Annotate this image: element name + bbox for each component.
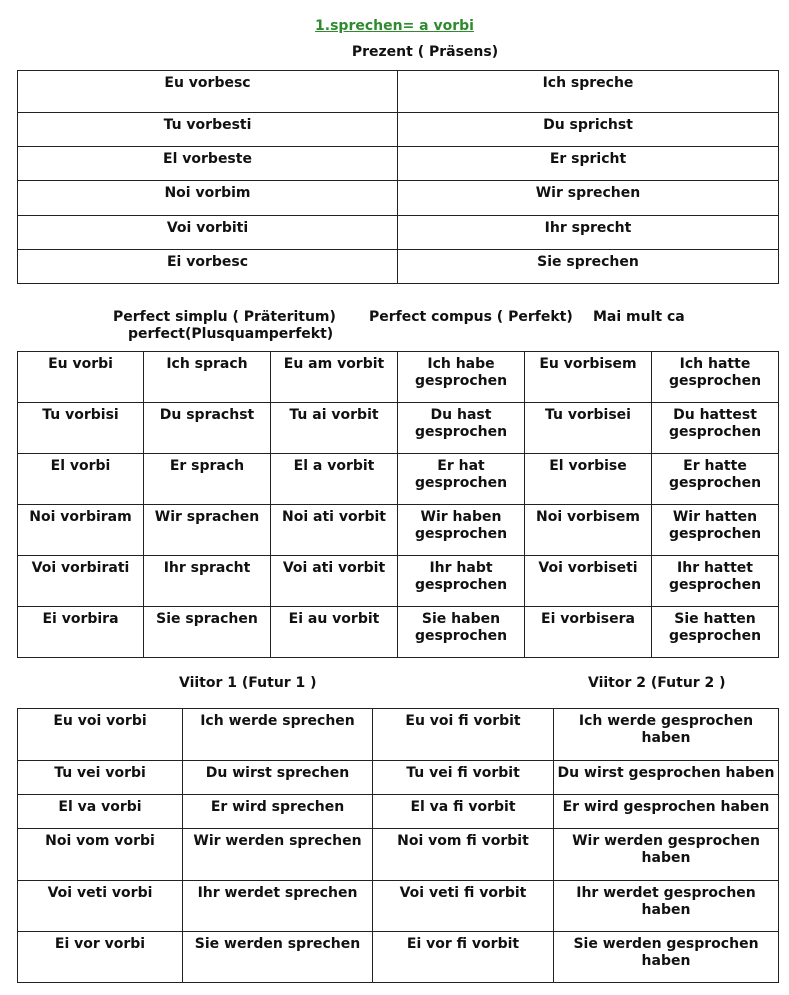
past-cell: Ich hatte gesprochen	[652, 352, 779, 403]
page-title: 1.sprechen= a vorbi	[315, 18, 474, 34]
past-cell: Eu vorbi	[18, 352, 144, 403]
future-row	[18, 881, 779, 932]
future-cell: Noi vom vorbi	[18, 829, 183, 881]
future-cell: Wir werden gesprochen haben	[554, 829, 779, 881]
past-cell: Ei au vorbit	[271, 607, 398, 658]
future-cell: Tu vei vorbi	[18, 761, 183, 795]
prezent-cell: Er spricht	[398, 147, 779, 181]
future-cell: El va fi vorbit	[373, 795, 554, 829]
future-cell: Sie werden sprechen	[183, 932, 373, 983]
future-cell: Ihr werdet gesprochen haben	[554, 881, 779, 932]
past-cell: Sie haben gesprochen	[398, 607, 525, 658]
prezent-cell: Noi vorbim	[18, 181, 398, 216]
viitor-2-heading: Viitor 2 (Futur 2 )	[588, 675, 726, 691]
past-row	[18, 454, 779, 505]
past-cell: Eu am vorbit	[271, 352, 398, 403]
past-row	[18, 352, 779, 403]
past-cell: Tu vorbisi	[18, 403, 144, 454]
prezent-row	[18, 250, 779, 284]
future-cell: Ihr werdet sprechen	[183, 881, 373, 932]
future-cell: Ei vor vorbi	[18, 932, 183, 983]
past-row	[18, 505, 779, 556]
past-cell: Voi vorbirati	[18, 556, 144, 607]
mai-mult-ca-heading: Mai mult ca	[593, 309, 685, 325]
prezent-cell: Tu vorbesti	[18, 113, 398, 147]
past-cell: Wir sprachen	[144, 505, 271, 556]
past-cell: El vorbise	[525, 454, 652, 505]
past-cell: Ei vorbira	[18, 607, 144, 658]
past-cell: Ich habe gesprochen	[398, 352, 525, 403]
future-cell: Sie werden gesprochen haben	[554, 932, 779, 983]
past-cell: Voi ati vorbit	[271, 556, 398, 607]
past-cell: Noi vorbiram	[18, 505, 144, 556]
future-cell: Ei vor fi vorbit	[373, 932, 554, 983]
prezent-cell: Wir sprechen	[398, 181, 779, 216]
past-row	[18, 607, 779, 658]
future-row	[18, 761, 779, 795]
past-cell: Noi ati vorbit	[271, 505, 398, 556]
future-row	[18, 795, 779, 829]
future-row	[18, 932, 779, 983]
prezent-row	[18, 181, 779, 216]
prezent-row	[18, 147, 779, 181]
prezent-cell: Du sprichst	[398, 113, 779, 147]
future-tenses-table	[17, 708, 779, 983]
prezent-table	[17, 70, 779, 284]
viitor-1-heading: Viitor 1 (Futur 1 )	[179, 675, 317, 691]
future-row	[18, 829, 779, 881]
future-cell: Voi veti fi vorbit	[373, 881, 554, 932]
future-cell: Voi veti vorbi	[18, 881, 183, 932]
past-cell: El a vorbit	[271, 454, 398, 505]
prezent-row	[18, 71, 779, 113]
past-cell: Ihr habt gesprochen	[398, 556, 525, 607]
past-cell: Du hast gesprochen	[398, 403, 525, 454]
past-cell: Er hat gesprochen	[398, 454, 525, 505]
prezent-row	[18, 113, 779, 147]
past-cell: Tu ai vorbit	[271, 403, 398, 454]
future-cell: El va vorbi	[18, 795, 183, 829]
past-row	[18, 403, 779, 454]
past-cell: Wir haben gesprochen	[398, 505, 525, 556]
future-cell: Ich werde gesprochen haben	[554, 709, 779, 761]
past-cell: Ihr spracht	[144, 556, 271, 607]
prezent-cell: El vorbeste	[18, 147, 398, 181]
past-cell: Noi vorbisem	[525, 505, 652, 556]
future-cell: Er wird sprechen	[183, 795, 373, 829]
past-cell: Du sprachst	[144, 403, 271, 454]
prezent-cell: Eu vorbesc	[18, 71, 398, 113]
prezent-cell: Ich spreche	[398, 71, 779, 113]
past-cell: Voi vorbiseti	[525, 556, 652, 607]
future-cell: Noi vom fi vorbit	[373, 829, 554, 881]
past-cell: Er hatte gesprochen	[652, 454, 779, 505]
perfect-simplu-heading: Perfect simplu ( Präteritum)	[113, 309, 336, 325]
past-cell: Ei vorbisera	[525, 607, 652, 658]
prezent-cell: Sie sprechen	[398, 250, 779, 284]
past-cell: Du hattest gesprochen	[652, 403, 779, 454]
future-cell: Er wird gesprochen haben	[554, 795, 779, 829]
plusquamperfekt-heading: perfect(Plusquamperfekt)	[128, 326, 334, 342]
past-cell: Ich sprach	[144, 352, 271, 403]
future-cell: Wir werden sprechen	[183, 829, 373, 881]
past-cell: El vorbi	[18, 454, 144, 505]
past-cell: Wir hatten gesprochen	[652, 505, 779, 556]
future-cell: Eu voi vorbi	[18, 709, 183, 761]
future-cell: Tu vei fi vorbit	[373, 761, 554, 795]
past-row	[18, 556, 779, 607]
past-cell: Eu vorbisem	[525, 352, 652, 403]
future-cell: Eu voi fi vorbit	[373, 709, 554, 761]
future-cell: Ich werde sprechen	[183, 709, 373, 761]
prezent-row	[18, 216, 779, 250]
prezent-cell: Ihr sprecht	[398, 216, 779, 250]
past-cell: Ihr hattet gesprochen	[652, 556, 779, 607]
past-cell: Sie hatten gesprochen	[652, 607, 779, 658]
past-tenses-table	[17, 351, 779, 658]
future-row	[18, 709, 779, 761]
future-cell: Du wirst gesprochen haben	[554, 761, 779, 795]
prezent-heading: Prezent ( Präsens)	[351, 44, 499, 60]
perfect-compus-heading: Perfect compus ( Perfekt)	[369, 309, 573, 325]
future-cell: Du wirst sprechen	[183, 761, 373, 795]
past-cell: Tu vorbisei	[525, 403, 652, 454]
prezent-cell: Voi vorbiti	[18, 216, 398, 250]
past-cell: Er sprach	[144, 454, 271, 505]
past-cell: Sie sprachen	[144, 607, 271, 658]
prezent-cell: Ei vorbesc	[18, 250, 398, 284]
